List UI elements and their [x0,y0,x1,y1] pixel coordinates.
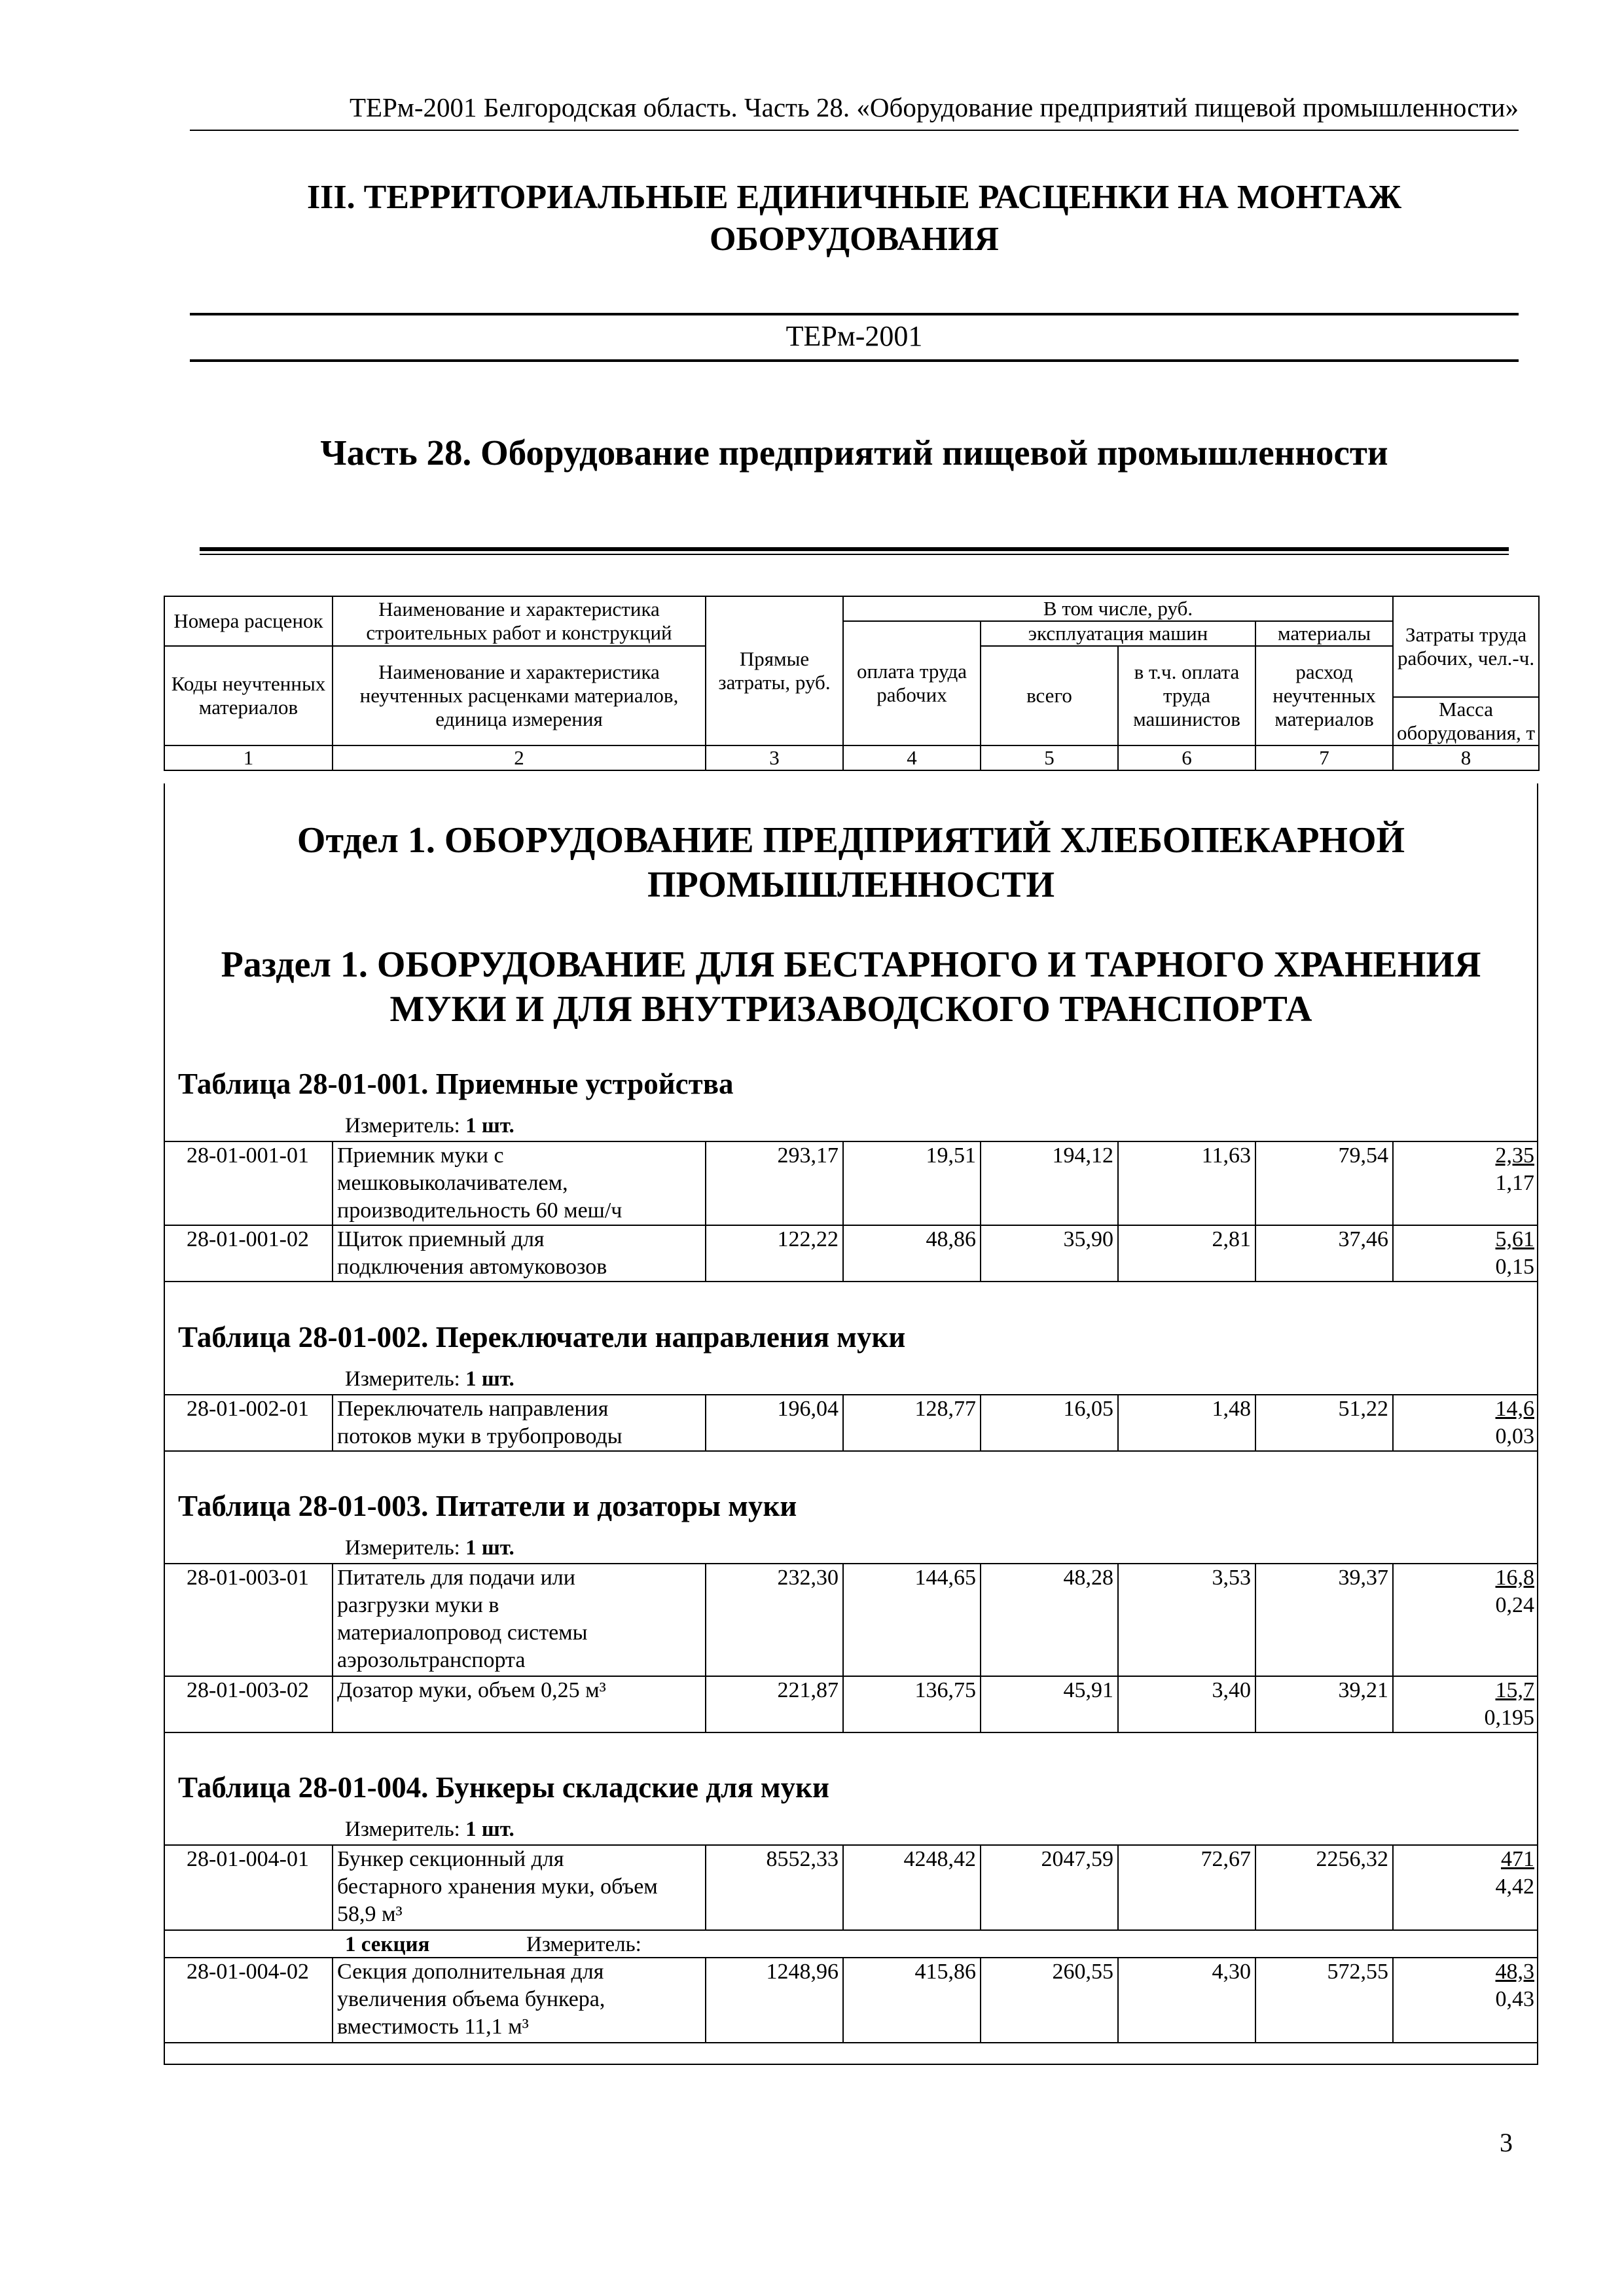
work-name-line: Бункер секционный для [337,1847,564,1871]
table-header [164,596,1540,771]
hdr-machines-total: всего [981,646,1118,745]
labor-pay: 136,75 [842,1677,980,1732]
work-name-line: мешковыколачивателем, [337,1171,568,1195]
measure-003 [345,1536,514,1560]
work-name [332,1395,705,1450]
work-name [332,1846,705,1929]
work-name-line: Переключатель направления [337,1397,609,1421]
direct-cost: 221,87 [705,1677,842,1732]
main-title-line1: III. ТЕРРИТОРИАЛЬНЫЕ ЕДИНИЧНЫЕ РАСЦЕНКИ НА МОНТАЖ [306,179,1402,216]
department-title-line1: Отдел 1. ОБОРУДОВАНИЕ ПРЕДПРИЯТИЙ ХЛЕБОПЕКАРНОЙ [297,820,1405,861]
work-name-line: Питатель для подачи или [337,1566,575,1590]
direct-cost: 1248,96 [705,1958,842,2042]
work-name-line: потоков муки в трубопроводы [337,1424,623,1448]
hdr-including: В том числе, руб. [843,596,1393,621]
hdr-num-7: 7 [1255,745,1393,770]
hdr-materials: материалы [1255,621,1393,646]
labor-pay: 48,86 [842,1226,980,1281]
hdr-codes-bottom: Коды неучтенных материалов [164,646,333,745]
measure-unit: 1 секция [345,1933,430,1956]
materials-cost: 39,37 [1255,1564,1392,1676]
work-name-line: Щиток приемный для [337,1227,545,1251]
rate-code: 28-01-001-01 [187,1143,309,1168]
equipment-mass: 1,17 [1495,1171,1534,1195]
labor-pay: 144,65 [842,1564,980,1676]
measure-label: Измеритель: [345,1818,460,1841]
work-name [332,1226,705,1281]
hdr-labor-pay: оплата труда рабочих [843,621,981,745]
department-title [164,818,1538,907]
table-row [164,1563,1538,1677]
table-row [164,1957,1538,2043]
work-name [332,1677,705,1732]
measure-004 [345,1818,514,1842]
direct-cost: 293,17 [705,1142,842,1225]
table-row [164,1225,1538,1282]
table-title-004: Таблица 28-01-004. Бункеры складские для муки [178,1771,829,1804]
work-name-line: производительность 60 меш/ч [337,1198,623,1223]
part-title: Часть 28. Оборудование предприятий пищевой промышленности [320,433,1388,473]
labor-hours: 16,8 [1495,1566,1534,1590]
materials-cost: 37,46 [1255,1226,1392,1281]
measure-label: Измеритель: [345,1536,460,1560]
page-number: 3 [1500,2128,1513,2157]
work-name [332,1564,705,1676]
machines-total: 16,05 [980,1395,1117,1450]
table-title-002: Таблица 28-01-002. Переключатели направления муки [178,1321,906,1354]
hdr-direct: Прямые затраты, руб. [706,596,843,745]
main-title-line2: ОБОРУДОВАНИЯ [710,221,999,258]
measure-unit: 1 шт. [465,1367,514,1391]
equipment-mass: 0,195 [1484,1706,1534,1730]
hdr-name-top: Наименование и характеристика строительных работ и конструкций [333,596,706,646]
measure-002 [345,1367,514,1391]
labor-pay: 4248,42 [842,1846,980,1929]
labor-hours: 5,61 [1495,1227,1534,1251]
hdr-codes-top: Номера расценок [164,596,333,646]
hdr-num-3: 3 [706,745,843,770]
measure-unit: 1 шт. [465,1114,514,1138]
measure-label: Измеритель: [526,1933,641,1956]
machines-total: 260,55 [980,1958,1117,2042]
work-name-line: бестарного хранения муки, объем [337,1874,658,1899]
equipment-mass: 0,03 [1495,1424,1534,1448]
work-name [332,1958,705,2042]
work-name-line: 58,9 м³ [337,1902,403,1926]
labor-pay: 19,51 [842,1142,980,1225]
hdr-num-1: 1 [164,745,333,770]
equipment-mass: 0,24 [1495,1593,1534,1617]
labor-hours-mass [1392,1846,1538,1929]
rate-code: 28-01-003-02 [187,1678,309,1702]
rule-bottom [190,359,1519,362]
labor-hours-mass [1392,1958,1538,2042]
work-name-line: увеличения объема бункера, [337,1987,605,2011]
machines-labor-pay: 4,30 [1117,1958,1255,2042]
rule-top [190,313,1519,315]
machines-labor-pay: 11,63 [1117,1142,1255,1225]
materials-cost: 2256,32 [1255,1846,1392,1929]
part-rule-2 [200,554,1509,555]
equipment-mass: 4,42 [1495,1874,1534,1899]
rate-code: 28-01-004-01 [187,1847,309,1871]
machines-labor-pay: 3,40 [1117,1677,1255,1732]
table-row [164,1394,1538,1452]
hdr-num-8: 8 [1393,745,1539,770]
measure-label: Измеритель: [345,1367,460,1391]
labor-hours-mass [1392,1142,1538,1225]
machines-total: 2047,59 [980,1846,1117,1929]
direct-cost: 196,04 [705,1395,842,1450]
materials-cost: 39,21 [1255,1677,1392,1732]
measure-001 [345,1114,514,1138]
rate-code: 28-01-002-01 [187,1397,309,1421]
machines-labor-pay: 3,53 [1117,1564,1255,1676]
hdr-labor-hours: Затраты труда рабочих, чел.-ч. [1393,596,1539,697]
work-name-line: Дозатор муки, объем 0,25 м³ [337,1678,606,1702]
main-title [190,177,1519,260]
work-name-line: подключения автомуковозов [337,1255,607,1279]
materials-cost: 51,22 [1255,1395,1392,1450]
hdr-num-6: 6 [1118,745,1255,770]
work-name-line: вместимость 11,1 м³ [337,2015,529,2039]
rate-code: 28-01-001-02 [187,1227,309,1251]
labor-hours-mass [1392,1677,1538,1732]
hdr-machines: эксплуатация машин [981,621,1255,646]
labor-hours: 15,7 [1495,1678,1534,1702]
hdr-num-5: 5 [981,745,1118,770]
equipment-mass: 0,43 [1495,1987,1534,2011]
direct-cost: 8552,33 [705,1846,842,1929]
table-row [164,1844,1538,1931]
measure-unit: 1 шт. [465,1536,514,1560]
labor-hours: 48,3 [1495,1960,1534,1984]
materials-cost: 572,55 [1255,1958,1392,2042]
labor-pay: 128,77 [842,1395,980,1450]
table-row [164,1676,1538,1733]
hdr-machines-pay: в т.ч. оплата труда машинистов [1118,646,1255,745]
direct-cost: 232,30 [705,1564,842,1676]
part-rule-1 [200,547,1509,551]
table-title-001: Таблица 28-01-001. Приемные устройства [178,1067,734,1100]
section-title-line1: Раздел 1. ОБОРУДОВАНИЕ ДЛЯ БЕСТАРНОГО И ТАРНОГО ХРАНЕНИЯ [221,944,1481,985]
work-name-line: Приемник муки с [337,1143,504,1168]
machines-total: 35,90 [980,1226,1117,1281]
measure-004b [345,1931,641,1958]
running-header: ТЕРм-2001 Белгородская область. Часть 28. «Оборудование предприятий пищевой промышленности» [349,92,1519,122]
work-name [332,1142,705,1225]
materials-cost: 79,54 [1255,1142,1392,1225]
rate-code: 28-01-003-01 [187,1566,309,1590]
machines-labor-pay: 2,81 [1117,1226,1255,1281]
machines-total: 45,91 [980,1677,1117,1732]
work-name-line: разгрузки муки в [337,1593,499,1617]
machines-total: 48,28 [980,1564,1117,1676]
machines-labor-pay: 1,48 [1117,1395,1255,1450]
header-rule [190,130,1519,131]
measure-label: Измеритель: [345,1114,460,1138]
equipment-mass: 0,15 [1495,1255,1534,1279]
labor-hours-mass [1392,1564,1538,1676]
machines-labor-pay: 72,67 [1117,1846,1255,1929]
measure-row-004b [164,1929,1538,1958]
labor-hours: 471 [1501,1847,1534,1871]
section-title [164,942,1538,1031]
direct-cost: 122,22 [705,1226,842,1281]
labor-hours: 14,6 [1495,1397,1534,1421]
labor-pay: 415,86 [842,1958,980,2042]
hdr-mass: Масса оборудования, т [1393,697,1539,745]
hdr-num-4: 4 [843,745,981,770]
hdr-name-bottom: Наименование и характеристика неучтенных расценками материалов, единица измерения [333,646,706,745]
labor-hours-mass [1392,1226,1538,1281]
work-name-line: Секция дополнительная для [337,1960,604,1984]
work-name-line: аэрозольтранспорта [337,1648,526,1672]
rate-code: 28-01-004-02 [187,1960,309,1984]
table-row [164,1141,1538,1226]
work-name-line: материалопровод системы [337,1621,588,1645]
machines-total: 194,12 [980,1142,1117,1225]
section-title-line2: МУКИ И ДЛЯ ВНУТРИЗАВОДСКОГО ТРАНСПОРТА [389,989,1312,1030]
measure-unit: 1 шт. [465,1818,514,1841]
table-title-003: Таблица 28-01-003. Питатели и дозаторы муки [178,1490,797,1522]
labor-hours: 2,35 [1495,1143,1534,1168]
hdr-num-2: 2 [333,745,706,770]
collection-code: ТЕРм-2001 [785,320,923,352]
hdr-materials-sub: расход неучтенных материалов [1255,646,1393,745]
department-title-line2: ПРОМЫШЛЕННОСТИ [647,865,1055,905]
labor-hours-mass [1392,1395,1538,1450]
